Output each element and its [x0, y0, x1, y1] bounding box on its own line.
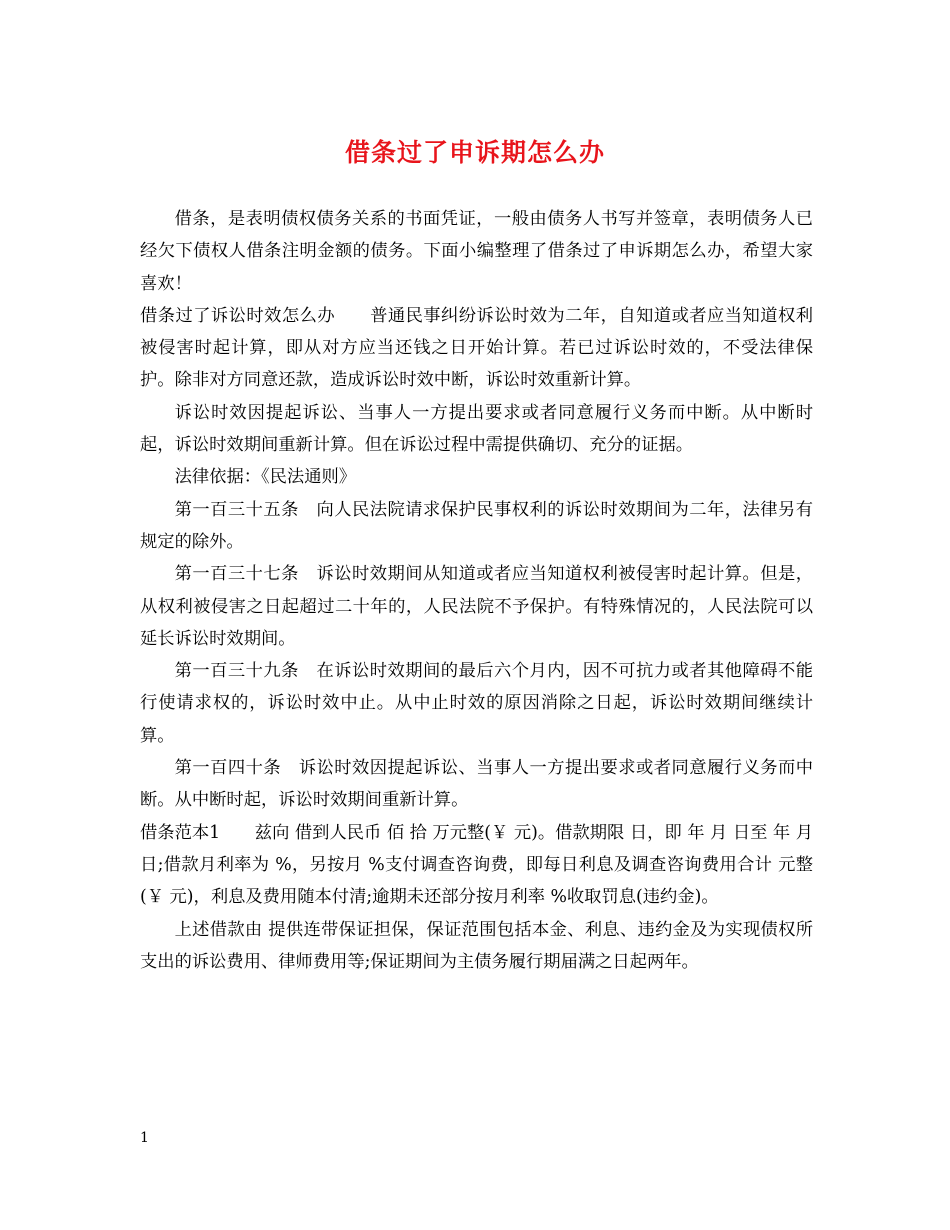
section-text: 普通民事纠纷诉讼时效为二年，自知道或者应当知道权利被侵害时起计算，即从对方应当还钱之日开始计算。若已过诉讼时效的，不受法律保护。除非对方同意还款，造成诉讼时效中断，诉讼时效重新计算。 — [140, 305, 813, 391]
article-139: 第一百三十九条 在诉讼时效期间的最后六个月内，因不可抗力或者其他障碍不能行使请求权的，诉讼时效中止。从中止时效的原因消除之日起，诉讼时效期间继续计算。 — [140, 661, 813, 746]
document-body — [140, 203, 813, 978]
document-title: 借条过了申诉期怎么办 — [344, 138, 605, 167]
article-137: 第一百三十七条 诉讼时效期间从知道或者应当知道权利被侵害时起计算。但是，从权利被侵害之日起超过二十年的，人民法院不予保护。有特殊情况的，人民法院可以延长诉讼时效期间。 — [140, 564, 813, 649]
section-loan-sample — [140, 817, 813, 914]
sample-heading: 借条范本1 — [140, 822, 221, 843]
section-statute-expired — [140, 300, 813, 397]
guarantee-paragraph: 上述借款由 提供连带保证担保，保证范围包括本金、利息、违约金及为实现债权所支出的诉讼费用、律师费用等;保证期间为主债务履行期届满之日起两年。 — [140, 919, 813, 972]
article-135: 第一百三十五条 向人民法院请求保护民事权利的诉讼时效期间为二年，法律另有规定的除外。 — [140, 499, 813, 552]
interruption-paragraph: 诉讼时效因提起诉讼、当事人一方提出要求或者同意履行义务而中断。从中断时起，诉讼时效期间重新计算。但在诉讼过程中需提供确切、充分的证据。 — [140, 402, 813, 456]
page-number: 1 — [140, 1130, 149, 1146]
article-140: 第一百四十条 诉讼时效因提起诉讼、当事人一方提出要求或者同意履行义务而中断。从中断时起，诉讼时效期间重新计算。 — [140, 758, 813, 811]
sample-text: 兹向 借到人民币 佰 拾 万元整(￥ 元)。借款期限 日，即 年 月 日至 年 月 日;借款月利率为 %，另按月 %支付调查咨询费，即每日利息及调查咨询费用合计 元整(￥ 元)，利息及费用随本付清;逾期未还部分按月利率 %收取罚息(违约金)。 — [140, 822, 813, 908]
section-heading: 借条过了诉讼时效怎么办 — [140, 305, 336, 326]
intro-paragraph: 借条，是表明债权债务关系的书面凭证，一般由债务人书写并签章，表明债务人已经欠下债权人借条注明金额的债务。下面小编整理了借条过了申诉期怎么办，希望大家喜欢！ — [140, 209, 813, 294]
legal-basis: 法律依据：《民法通则》 — [174, 467, 357, 488]
